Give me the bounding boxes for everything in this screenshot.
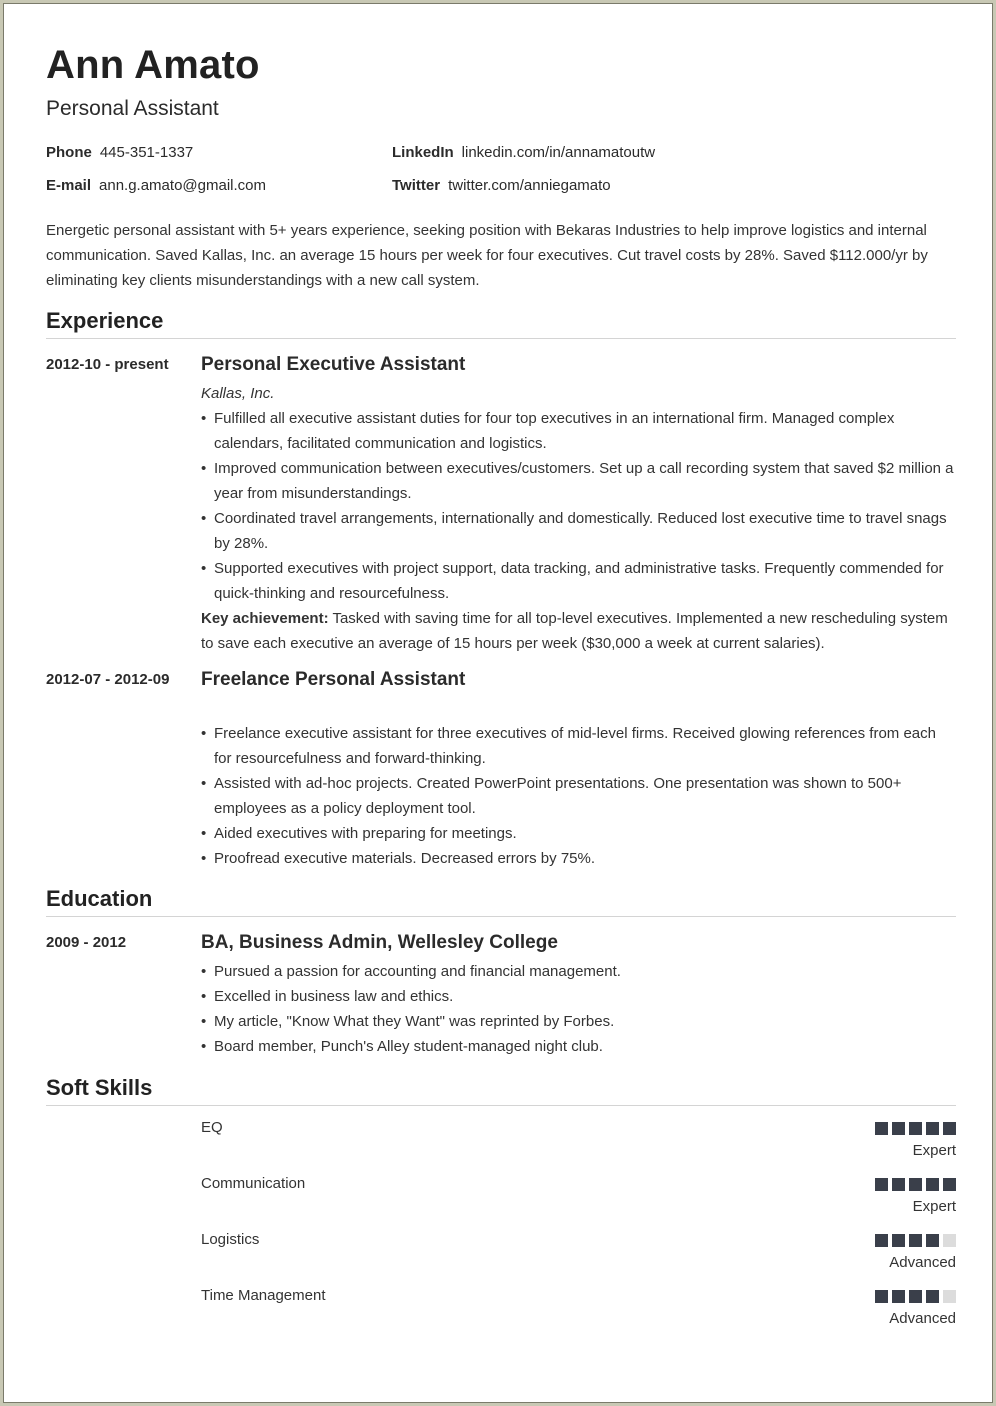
- education-dates: 2009 - 2012: [46, 934, 127, 951]
- skill-4-name: Time Management: [201, 1287, 326, 1304]
- rating-square: [926, 1290, 939, 1303]
- rating-square: [909, 1178, 922, 1191]
- list-item: • Supported executives with project support, data tracking, and administrative tasks. Frequently commended for quick-thinking and resourcefulness.: [201, 556, 956, 606]
- skill-3-level: Advanced: [889, 1254, 956, 1271]
- list-item: • Proofread executive materials. Decreased errors by 75%.: [201, 846, 956, 871]
- phone-label: Phone: [46, 144, 92, 161]
- list-item: • Pursued a passion for accounting and financial management.: [201, 959, 956, 984]
- skill-1-name: EQ: [201, 1119, 223, 1136]
- rating-square: [892, 1178, 905, 1191]
- skill-1-level: Expert: [912, 1142, 956, 1159]
- rating-square: [926, 1234, 939, 1247]
- section-title-soft-skills: Soft Skills: [46, 1075, 956, 1106]
- education-degree: BA, Business Admin, Wellesley College: [201, 932, 558, 953]
- candidate-name: Ann Amato: [46, 43, 260, 87]
- list-item: • Excelled in business law and ethics.: [201, 984, 956, 1009]
- job-1-title: Personal Executive Assistant: [201, 354, 466, 375]
- section-title-experience: Experience: [46, 308, 956, 339]
- rating-square: [909, 1234, 922, 1247]
- list-item: • Freelance executive assistant for three executives of mid-level firms. Received glowing references from each for resourcefulness and forward-thinking.: [201, 721, 956, 771]
- summary: Energetic personal assistant with 5+ years experience, seeking position with Bekaras Industries to help improve logistics and internal communication. Saved Kallas, Inc. an average 15 hours per week for four executives. Cut travel costs by 28%. Saved $112.000/yr by eliminating key clients misunderstandings with a new call system.: [46, 222, 928, 289]
- email-value[interactable]: ann.g.amato@gmail.com: [99, 177, 266, 194]
- skill-2-level: Expert: [912, 1198, 956, 1215]
- list-item: • My article, "Know What they Want" was reprinted by Forbes.: [201, 1009, 956, 1034]
- rating-square: [926, 1122, 939, 1135]
- rating-square: [892, 1290, 905, 1303]
- list-item: • Coordinated travel arrangements, internationally and domestically. Reduced lost executive time to travel snags by 28%.: [201, 506, 956, 556]
- contact-phone: [46, 144, 193, 161]
- rating-square: [875, 1290, 888, 1303]
- job-1-dates: 2012-10 - present: [46, 356, 169, 373]
- skill-2-rating: [875, 1178, 956, 1191]
- achievement-text: Tasked with saving time for all top-level executives. Implemented a new rescheduling system to save each executive an average of 15 hours per week ($30,000 a week at current salaries).: [201, 610, 948, 652]
- job-1-achievement: [201, 606, 956, 656]
- list-item: • Board member, Punch's Alley student-managed night club.: [201, 1034, 956, 1059]
- job-2-title: Freelance Personal Assistant: [201, 669, 466, 690]
- skill-4-level: Advanced: [889, 1310, 956, 1327]
- rating-square: [875, 1122, 888, 1135]
- rating-square: [875, 1234, 888, 1247]
- phone-value: 445-351-1337: [99, 144, 194, 161]
- rating-square: [892, 1122, 905, 1135]
- rating-square: [892, 1234, 905, 1247]
- skill-4-rating: [875, 1290, 956, 1303]
- twitter-label: Twitter: [392, 177, 441, 194]
- skill-3-name: Logistics: [201, 1231, 260, 1248]
- twitter-value[interactable]: twitter.com/anniegamato: [448, 177, 611, 194]
- job-1-bullets: [201, 406, 956, 606]
- rating-square: [943, 1122, 956, 1135]
- skill-1-rating: [875, 1122, 956, 1135]
- rating-square: [943, 1178, 956, 1191]
- contact-twitter: [392, 177, 611, 194]
- rating-square: [909, 1122, 922, 1135]
- achievement-label: Key achievement:: [201, 610, 329, 627]
- list-item: • Fulfilled all executive assistant duties for four top executives in an international firm. Managed complex calendars, facilitated communication and logistics.: [201, 406, 956, 456]
- contact-linkedin: [392, 144, 655, 161]
- rating-square: [926, 1178, 939, 1191]
- candidate-role: Personal Assistant: [46, 97, 219, 120]
- skill-2-name: Communication: [201, 1175, 306, 1192]
- education-bullets: [201, 959, 956, 1059]
- rating-square: [943, 1234, 956, 1247]
- section-title-education: Education: [46, 886, 956, 917]
- job-1-company: Kallas, Inc.: [201, 385, 275, 402]
- linkedin-value[interactable]: linkedin.com/in/annamatoutw: [461, 144, 656, 161]
- job-2-dates: 2012-07 - 2012-09: [46, 671, 170, 688]
- job-2-bullets: [201, 721, 956, 871]
- linkedin-label: LinkedIn: [392, 144, 454, 161]
- skill-3-rating: [875, 1234, 956, 1247]
- rating-square: [875, 1178, 888, 1191]
- rating-square: [943, 1290, 956, 1303]
- list-item: • Improved communication between executives/customers. Set up a call recording system that saved $2 million a year from misunderstandings.: [201, 456, 956, 506]
- rating-square: [909, 1290, 922, 1303]
- list-item: • Aided executives with preparing for meetings.: [201, 821, 956, 846]
- email-label: E-mail: [46, 177, 92, 194]
- contact-email: [46, 177, 266, 194]
- list-item: • Assisted with ad-hoc projects. Created PowerPoint presentations. One presentation was shown to 500+ employees as a policy deployment tool.: [201, 771, 956, 821]
